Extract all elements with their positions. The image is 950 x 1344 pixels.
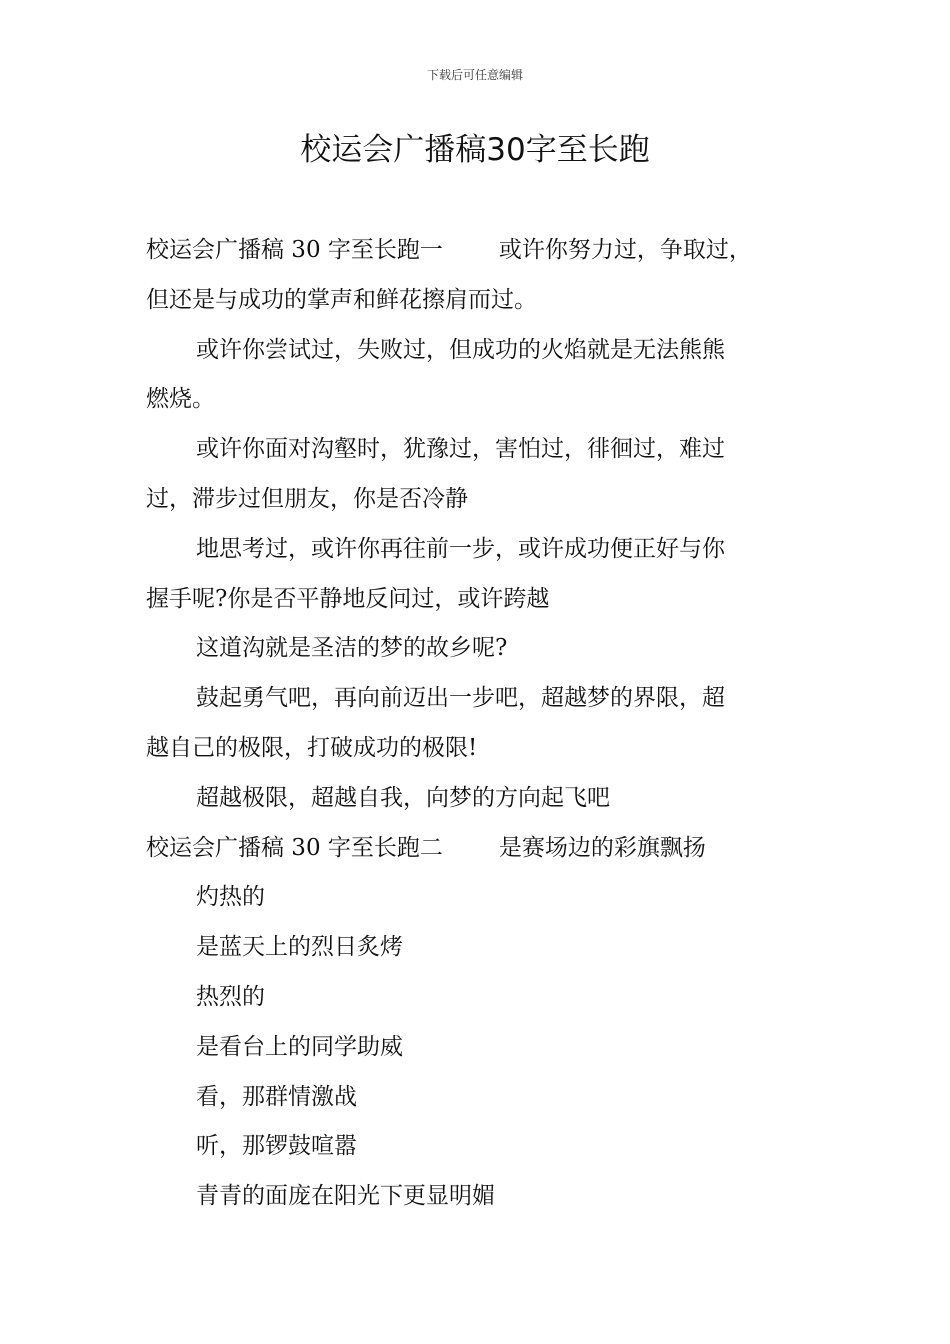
- document-body: [146, 226, 810, 1222]
- section-heading-one: 校运会广播稿 30 字至长跑一: [146, 237, 443, 263]
- paragraph-text: 是赛场边的彩旗飘扬: [498, 834, 706, 861]
- paragraph-text: 或许你努力过，争取过，: [498, 237, 752, 263]
- paragraph-line: 地思考过，或许你再往前一步，或许成功便正好与你: [196, 535, 725, 562]
- poem-line: 看，那群情激战: [196, 1083, 357, 1110]
- poem-line: 灼热的: [196, 884, 265, 911]
- paragraph-line: 越自己的极限，打破成功的极限!: [146, 734, 478, 761]
- paragraph-line: 或许你尝试过，失败过，但成功的火焰就是无法熊熊: [196, 336, 725, 363]
- paragraph-line: 超越极限，超越自我，向梦的方向起飞吧: [196, 784, 610, 811]
- poem-line: 青青的面庞在阳光下更显明媚: [196, 1183, 495, 1210]
- paragraph-line: [146, 824, 810, 874]
- section-heading-two: 校运会广播稿 30 字至长跑二: [146, 834, 443, 861]
- document-title: 校运会广播稿30字至长跑: [300, 132, 650, 168]
- paragraph-line: 过，滞步过但朋友，你是否冷静: [146, 485, 468, 512]
- paragraph-line: 鼓起勇气吧，再向前迈出一步吧，超越梦的界限，超: [196, 685, 725, 712]
- paragraph-line: 握手呢?你是否平静地反问过，或许跨越: [146, 585, 550, 612]
- poem-line: 热烈的: [196, 983, 265, 1010]
- paragraph-line: 但还是与成功的掌声和鲜花擦肩而过。: [146, 286, 537, 313]
- header-note: 下载后可任意编辑: [426, 68, 523, 82]
- poem-line: 是蓝天上的烈日炙烤: [196, 934, 403, 961]
- paragraph-line: 或许你面对沟壑时，犹豫过，害怕过，徘徊过，难过: [196, 436, 725, 463]
- paragraph-line: 燃烧。: [146, 386, 215, 413]
- poem-line: 听，那锣鼓喧嚣: [196, 1133, 357, 1160]
- poem-line: 是看台上的同学助威: [196, 1033, 403, 1060]
- paragraph-line: [146, 226, 810, 276]
- paragraph-line: 这道沟就是圣洁的梦的故乡呢?: [196, 635, 508, 662]
